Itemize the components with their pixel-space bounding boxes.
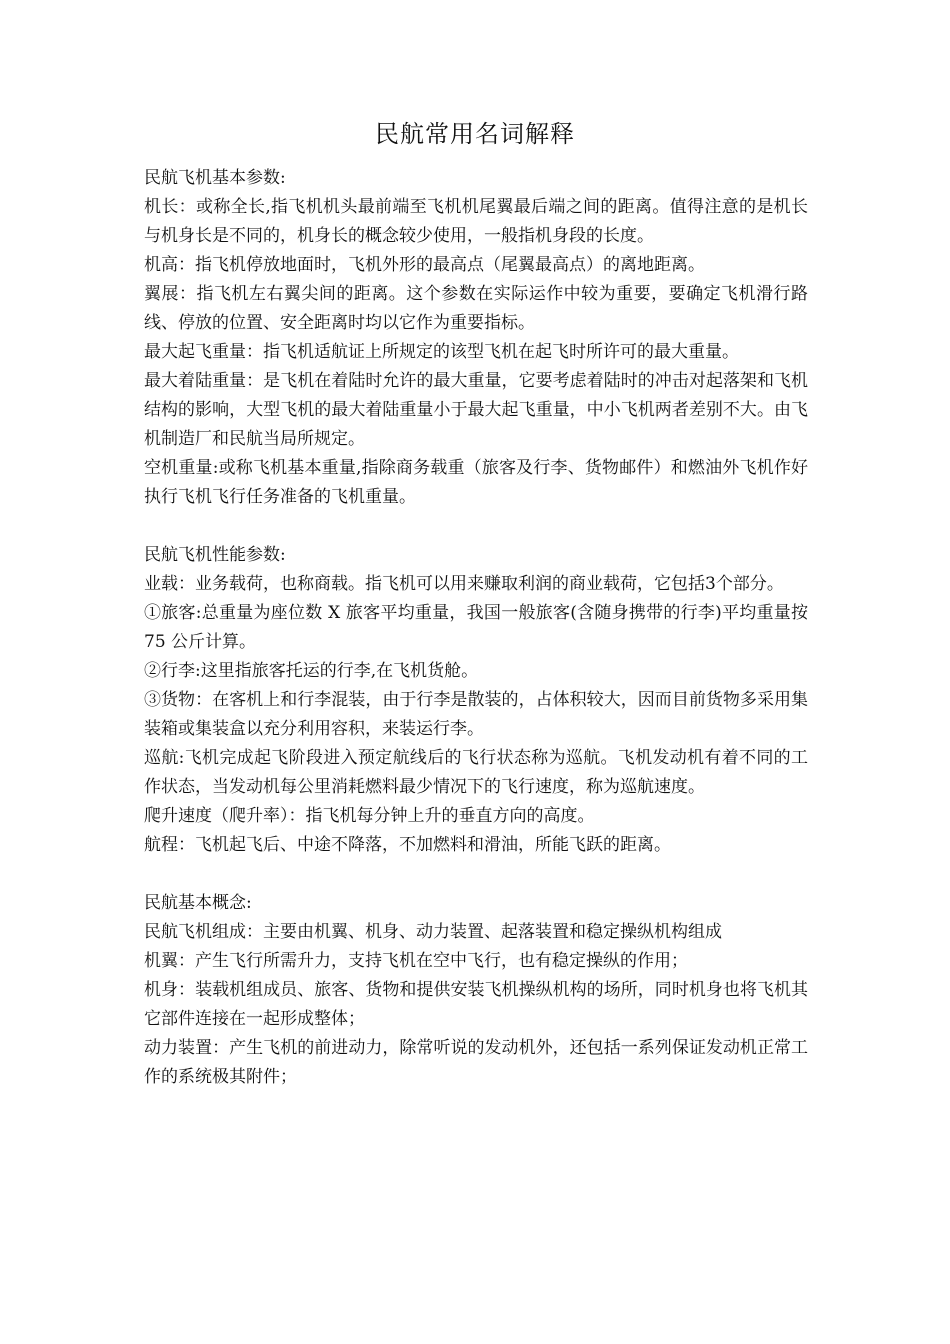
paragraph: 机高：指飞机停放地面时，飞机外形的最高点（尾翼最高点）的离地距离。 [144,255,705,275]
paragraph: 最大起飞重量：指飞机适航证上所规定的该型飞机在起飞时所许可的最大重量。 [144,342,739,362]
paragraph: 爬升速度（爬升率）：指飞机每分钟上升的垂直方向的高度。 [144,806,595,826]
paragraph: ③货物：在客机上和行李混装，由于行李是散装的，占体积较大，因而目前货物多采用集装箱或集装盒以充分利用容积，来装运行李。 [144,690,808,739]
paragraph: 机翼：产生飞行所需升力，支持飞机在空中飞行，也有稳定操纵的作用； [144,951,688,971]
paragraph: 航程：飞机起飞后、中途不降落，不加燃料和滑油，所能飞跃的距离。 [144,835,671,855]
paragraph: 业载：业务载荷，也称商载。指飞机可以用来赚取利润的商业载荷，它包括3个部分。 [144,574,784,594]
paragraph: ①旅客:总重量为座位数 X 旅客平均重量，我国一般旅客(含随身携带的行李)平均重量按 75 公斤计算。 [144,603,808,652]
document-body [144,164,808,1092]
paragraph: ②行李:这里指旅客托运的行李,在飞机货舱。 [144,661,479,681]
section-heading: 民航飞机性能参数: [144,545,286,565]
section-basic-parameters [144,164,808,512]
paragraph: 巡航:飞机完成起飞阶段进入预定航线后的飞行状态称为巡航。飞机发动机有着不同的工作状态，当发动机每公里消耗燃料最少情况下的飞行速度，称为巡航速度。 [144,748,808,797]
section-spacer [144,860,808,889]
section-heading: 民航飞机基本参数: [144,168,286,188]
paragraph: 机长：或称全长,指飞机机头最前端至飞机机尾翼最后端之间的距离。值得注意的是机长与机身长是不同的，机身长的概念较少使用，一般指机身段的长度。 [144,197,808,246]
paragraph: 机身：装载机组成员、旅客、货物和提供安装飞机操纵机构的场所，同时机身也将飞机其它部件连接在一起形成整体； [144,980,808,1029]
paragraph: 动力装置：产生飞机的前进动力，除常听说的发动机外，还包括一系列保证发动机正常工作的系统极其附件； [144,1038,808,1087]
paragraph: 翼展：指飞机左右翼尖间的距离。这个参数在实际运作中较为重要，要确定飞机滑行路线、停放的位置、安全距离时均以它作为重要指标。 [144,284,808,333]
paragraph: 民航飞机组成：主要由机翼、机身、动力装置、起落装置和稳定操纵机构组成 [144,922,722,942]
section-basic-concepts [144,889,808,1092]
paragraph: 空机重量:或称飞机基本重量,指除商务载重（旅客及行李、货物邮件）和燃油外飞机作好执行飞机飞行任务准备的飞机重量。 [144,458,808,507]
section-performance-parameters [144,541,808,860]
section-spacer [144,512,808,541]
document-title: 民航常用名词解释 [375,120,575,148]
section-heading: 民航基本概念: [144,893,252,913]
paragraph: 最大着陆重量：是飞机在着陆时允许的最大重量，它要考虑着陆时的冲击对起落架和飞机结构的影响，大型飞机的最大着陆重量小于最大起飞重量，中小飞机两者差别不大。由飞机制造厂和民航当局所规定。 [144,371,808,449]
